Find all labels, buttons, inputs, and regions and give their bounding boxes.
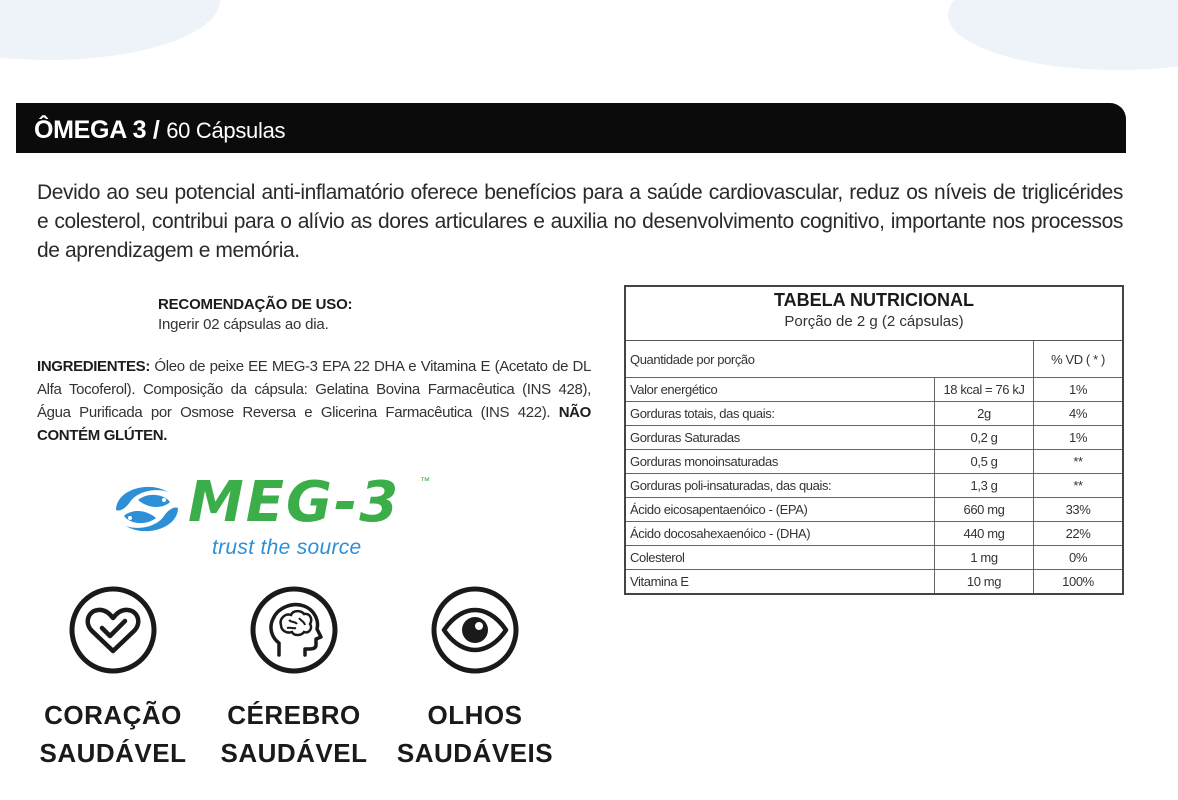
row-name: Gorduras Saturadas	[626, 426, 935, 450]
column-header-vd: % VD ( * )	[1034, 341, 1123, 378]
row-amount: 660 mg	[935, 498, 1034, 522]
usage-recommendation	[158, 296, 458, 333]
title-bar	[16, 103, 1126, 153]
row-vd: 100%	[1034, 570, 1123, 594]
logo-trademark: ™	[420, 476, 430, 487]
benefit-label	[28, 696, 198, 772]
table-row	[626, 426, 1122, 450]
row-name: Valor energético	[626, 378, 935, 402]
row-vd: 0%	[1034, 546, 1123, 570]
row-name: Colesterol	[626, 546, 935, 570]
logo-tagline: trust the source	[212, 536, 362, 559]
ingredients-block	[37, 355, 591, 447]
page-title	[34, 116, 285, 145]
row-name: Ácido docosahexaenóico - (DHA)	[626, 522, 935, 546]
table-row	[626, 450, 1122, 474]
table-row	[626, 570, 1122, 594]
row-vd: 22%	[1034, 522, 1123, 546]
benefit-label	[390, 696, 560, 772]
row-amount: 0,5 g	[935, 450, 1034, 474]
recommendation-text: Ingerir 02 cápsulas ao dia.	[158, 316, 329, 333]
benefit-eyes	[390, 585, 560, 772]
row-amount: 10 mg	[935, 570, 1034, 594]
table-row	[626, 546, 1122, 570]
product-description: Devido ao seu potencial anti-inflamatório oferece benefícios para a saúde cardiovascular, reduz os níveis de triglicérides e colesterol, contribui para o alívio as dores articulares e auxilia no desenvolvimento cognitivo, importante nos processos de aprendizagem e memória.	[37, 181, 1123, 262]
table-row	[626, 378, 1122, 402]
product-name: ÔMEGA 3 /	[34, 115, 160, 144]
background-glow-right	[948, 0, 1178, 70]
nutrition-title: TABELA NUTRICIONAL	[774, 290, 974, 310]
benefit-brain	[209, 585, 379, 772]
row-amount: 1,3 g	[935, 474, 1034, 498]
table-row	[626, 522, 1122, 546]
benefit-label-line2: SAUDÁVEIS	[396, 738, 554, 768]
row-name: Ácido eicosapentaenóico - (EPA)	[626, 498, 935, 522]
row-vd: 4%	[1034, 402, 1123, 426]
fish-logo-icon	[108, 478, 186, 540]
row-amount: 2g	[935, 402, 1034, 426]
row-vd: 33%	[1034, 498, 1123, 522]
nutrition-grid	[626, 341, 1122, 593]
row-vd: **	[1034, 474, 1123, 498]
benefit-label-line1: CORAÇÃO	[44, 700, 182, 730]
nutrition-table	[624, 285, 1124, 595]
ingredients-label: INGREDIENTES:	[37, 358, 150, 375]
table-row	[626, 402, 1122, 426]
benefit-label	[209, 696, 379, 772]
recommendation-title: RECOMENDAÇÃO DE USO:	[158, 296, 353, 313]
benefit-label-line1: CÉREBRO	[227, 700, 361, 730]
product-variant: 60 Cápsulas	[166, 117, 286, 143]
ingredients-text: Óleo de peixe EE MEG-3 EPA 22 DHA e Vitamina E (Acetato de DL Alfa Tocoferol). Composição da cápsula: Gelatina Bovina Farmacêutica (INS 428), Água Purificada por Osmose Reversa e Glicerina Farmacêutica (INS 422).	[37, 358, 591, 421]
row-amount: 18 kcal = 76 kJ	[935, 378, 1034, 402]
gluten-notice: NÃO CONTÉM GLÚTEN.	[37, 404, 591, 444]
heart-check-icon	[68, 585, 158, 675]
benefit-label-line2: SAUDÁVEL	[39, 738, 187, 768]
logo-wordmark: MEG-3	[188, 470, 401, 535]
row-name: Gorduras totais, das quais:	[626, 402, 935, 426]
row-vd: **	[1034, 450, 1123, 474]
row-amount: 440 mg	[935, 522, 1034, 546]
row-vd: 1%	[1034, 426, 1123, 450]
table-row	[626, 474, 1122, 498]
background-glow-left	[0, 0, 220, 60]
nutrition-header	[626, 287, 1122, 341]
column-header-quantity: Quantidade por porção	[626, 341, 1034, 378]
meg3-logo	[108, 470, 438, 570]
nutrition-portion: Porção de 2 g (2 cápsulas)	[784, 313, 964, 330]
row-amount: 0,2 g	[935, 426, 1034, 450]
table-row	[626, 498, 1122, 522]
row-vd: 1%	[1034, 378, 1123, 402]
row-name: Vitamina E	[626, 570, 935, 594]
table-header-row	[626, 341, 1122, 378]
row-name: Gorduras poli-insaturadas, das quais:	[626, 474, 935, 498]
benefit-heart	[28, 585, 198, 772]
row-amount: 1 mg	[935, 546, 1034, 570]
row-name: Gorduras monoinsaturadas	[626, 450, 935, 474]
benefit-label-line1: OLHOS	[427, 700, 523, 730]
brain-head-icon	[249, 585, 339, 675]
benefit-label-line2: SAUDÁVEL	[220, 738, 368, 768]
eye-icon	[430, 585, 520, 675]
